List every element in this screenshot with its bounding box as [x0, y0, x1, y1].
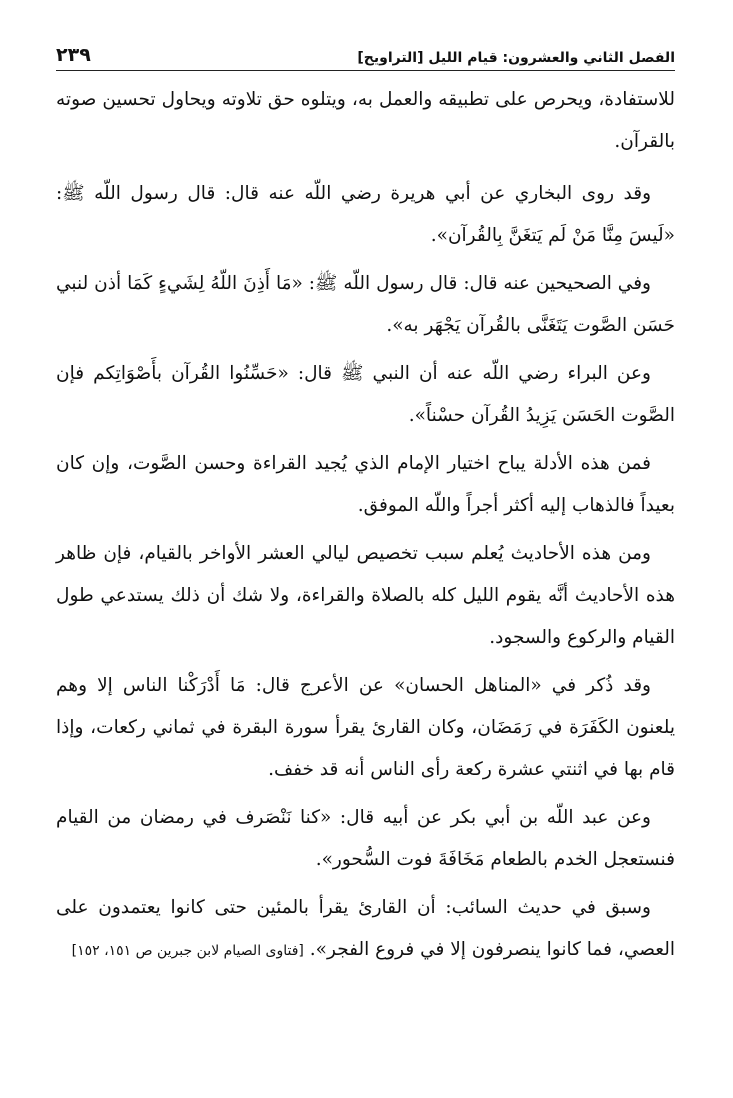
header-divider [56, 70, 675, 71]
paragraph: للاستفادة، ويحرص على تطبيقه والعمل به، ويتلوه حق تلاوته ويحاول تحسين صوته بالقرآن. [56, 89, 675, 152]
paragraph: فمن هذه الأدلة يباح اختيار الإمام الذي يُجيد القراءة وحسن الصَّوت، وإن كان بعيداً فالذهاب إليه أكثر أجراً واللّه الموفق. [56, 453, 675, 516]
body-text [56, 79, 675, 972]
chapter-title: الفصل الثاني والعشرون: قيام الليل [التراويح] [357, 50, 675, 66]
paragraph: وقد ذُكر في «المناهل الحسان» عن الأعرج قال: مَا أَدْرَكْنا الناس إلا وهم يلعنون الكَفَرَة في رَمَضَان، وكان القارئ يقرأ سورة البقرة في ثماني ركعات، وإذا قام بها في اثنتي عشرة ركعة رأى الناس أنه قد خفف. [56, 675, 675, 780]
paragraph: ومن هذه الأحاديث يُعلم سبب تخصيص ليالي العشر الأواخر بالقيام، فإن ظاهر هذه الأحاديث أنَّه يقوم الليل كله بالصلاة والقراءة، ولا شك أن ذلك يستدعي طول القيام والركوع والسجود. [56, 543, 675, 648]
source-citation: [فتاوى الصيام لابن جبرين ص ١٥١، ١٥٢] [71, 943, 304, 959]
paragraph-text: وسبق في حديث السائب: أن القارئ يقرأ بالمئين حتى كانوا يعتمدون على العصي، فما كانوا ينصرفون إلا في فروع الفجر». [56, 897, 675, 960]
paragraph: وعن عبد اللّه بن أبي بكر عن أبيه قال: «كنا نَنْصَرف في رمضان من القيام فنستعجل الخدم بالطعام مَخَافَةَ فوت السُّحور». [56, 807, 675, 870]
paragraph [56, 887, 675, 972]
paragraph: وقد روى البخاري عن أبي هريرة رضي اللّه عنه قال: قال رسول اللّه ﷺ: «لَيسَ مِنَّا مَنْ لَم يَتغَنَّ بِالقُرآن». [56, 183, 675, 246]
paragraph: وعن البراء رضي اللّه عنه أن النبي ﷺ قال: «حَسِّنُوا القُرآن بأَصْوَاتِكم فإن الصَّوت الحَسَن يَزِيدُ القُرآن حسْناً». [56, 363, 675, 426]
running-header [56, 40, 675, 66]
page-number: ٢٣٩ [56, 44, 91, 66]
paragraph: وفي الصحيحين عنه قال: قال رسول اللّه ﷺ: «مَا أَذِنَ اللّهُ لِشَيءٍ كَمَا أذن لنبي حَسَن الصَّوت يَتَغَنَّى بالقُرآن يَجْهَر به». [56, 273, 675, 336]
